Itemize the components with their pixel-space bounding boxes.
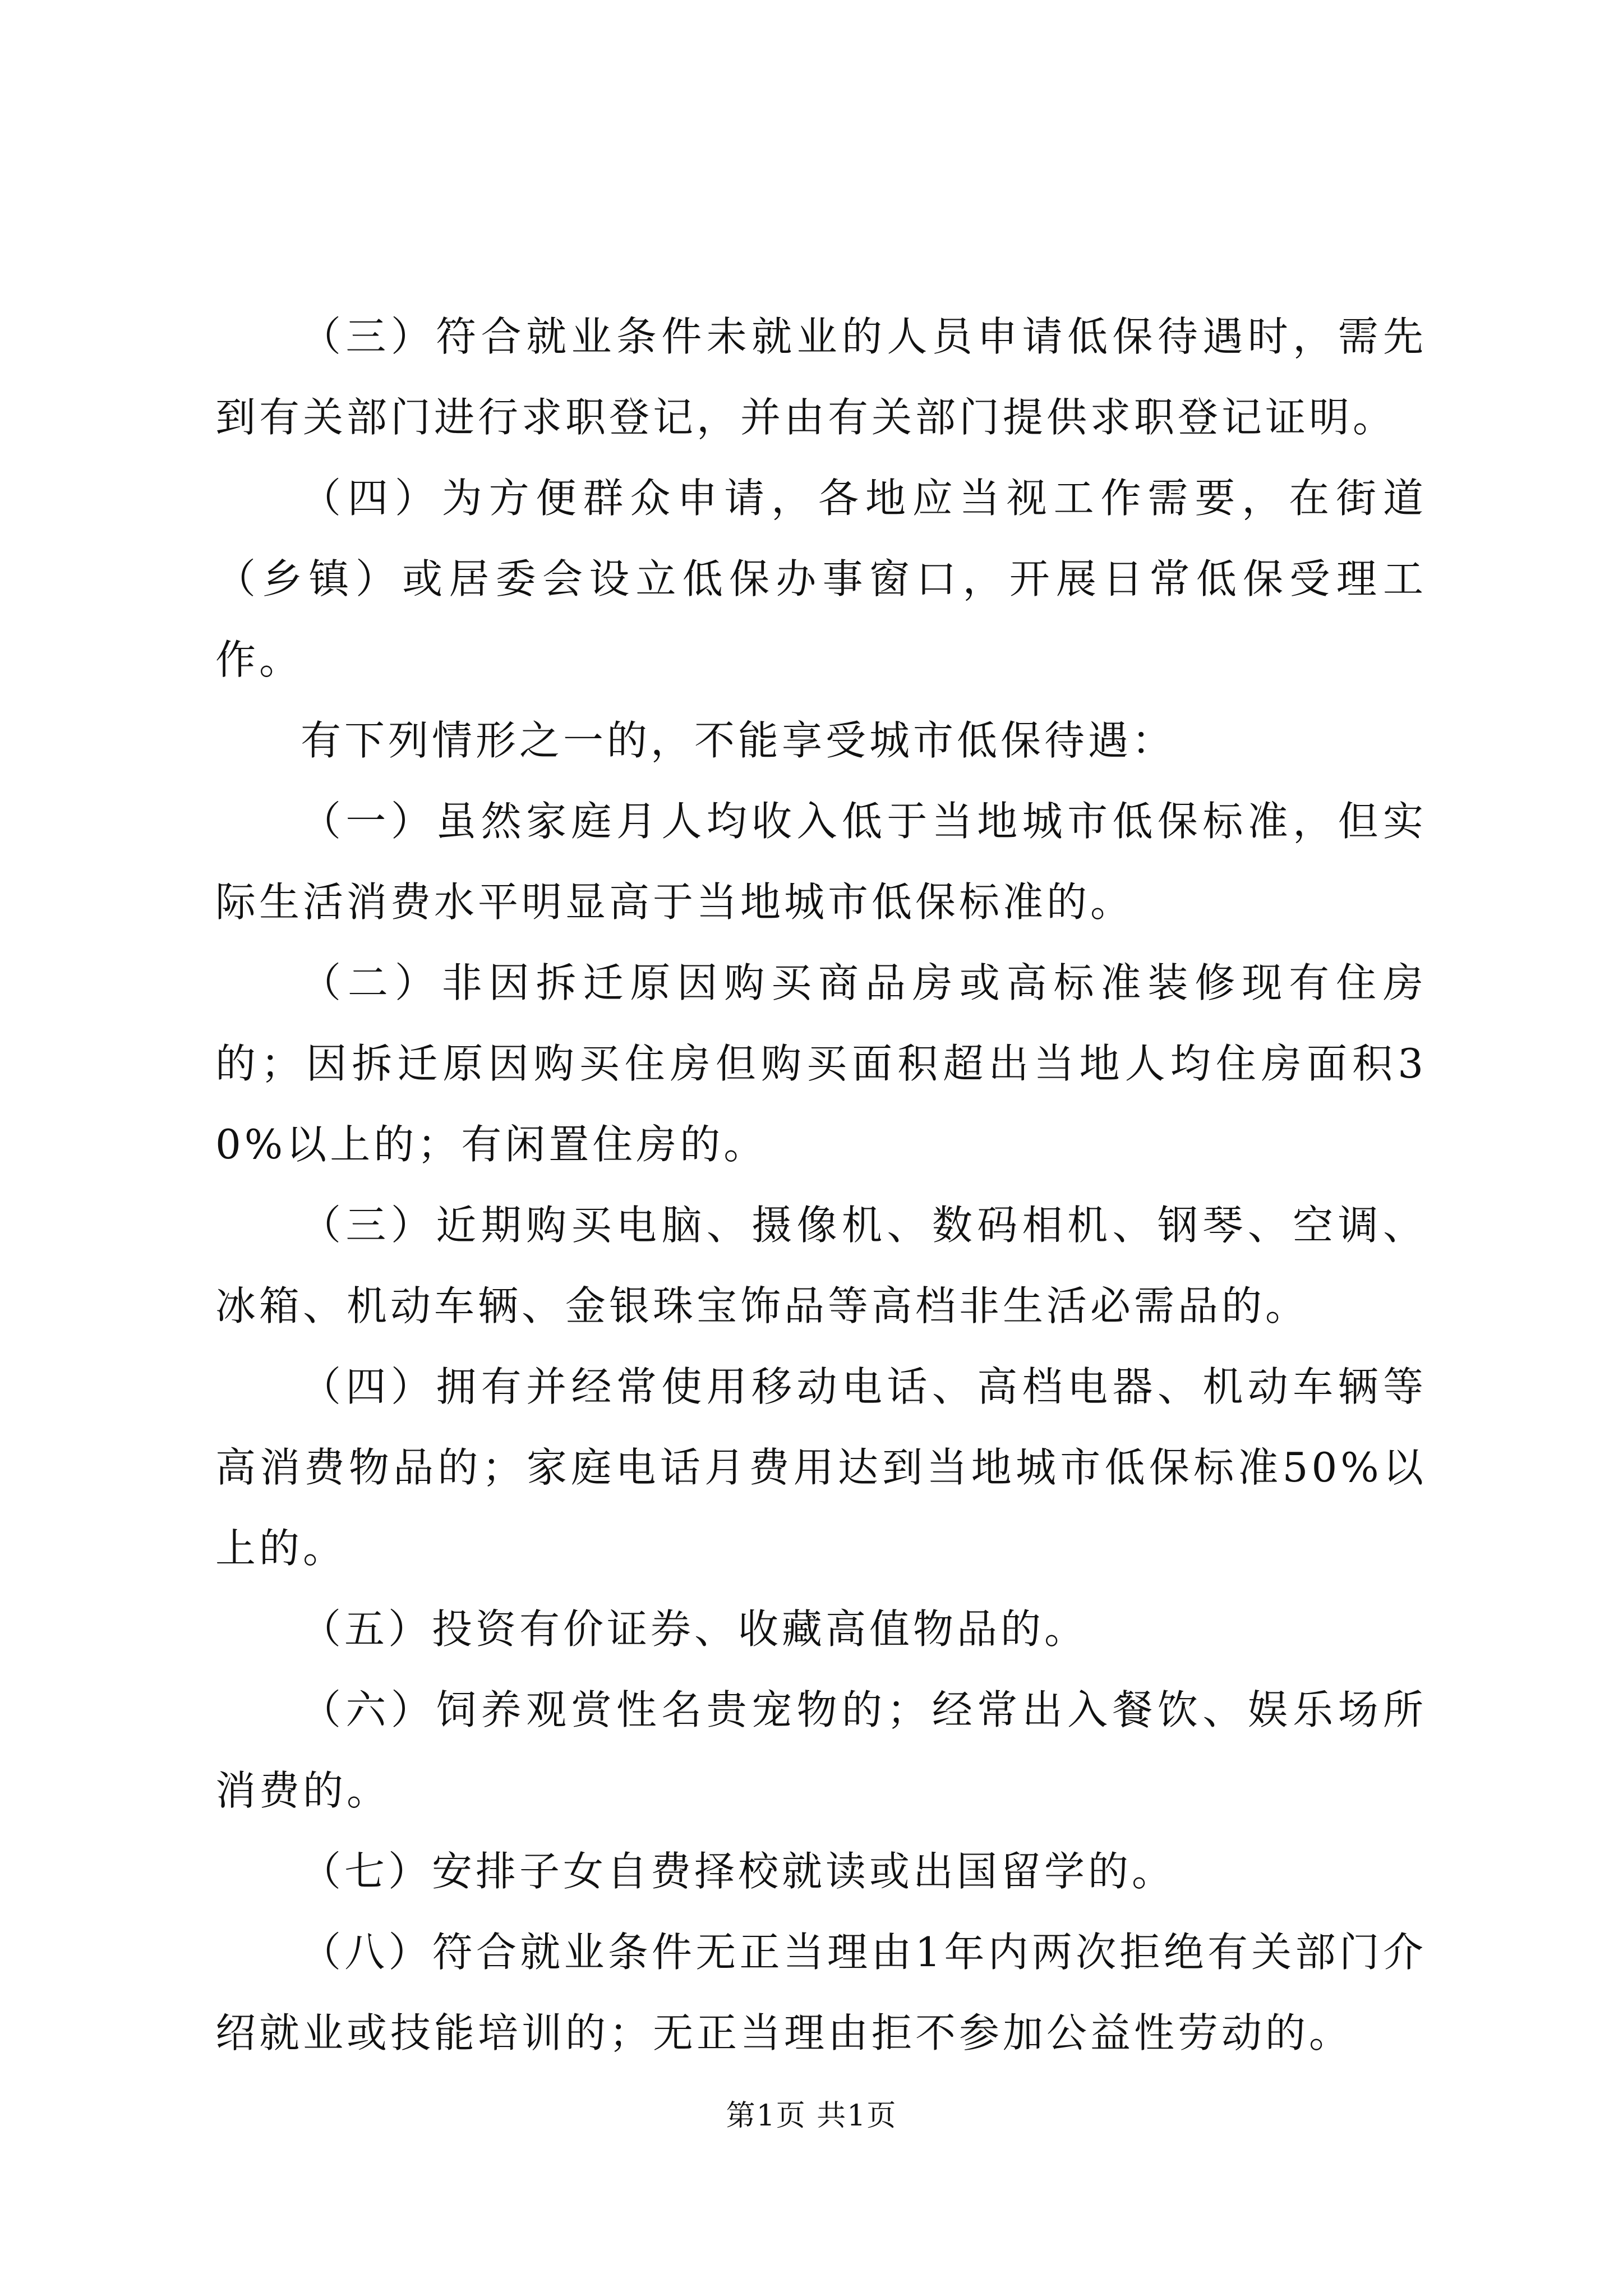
paragraph: （八）符合就业条件无正当理由1年内两次拒绝有关部门介绍就业或技能培训的；无正当理由拒不参加公益性劳动的。 xyxy=(215,1929,1427,2056)
document-body xyxy=(215,296,1427,2073)
paragraph: 有下列情形之一的，不能享受城市低保待遇： xyxy=(301,717,1176,764)
page-footer: 第1页 共1页 xyxy=(726,2099,897,2133)
paragraph: （四）为方便群众申请，各地应当视工作需要，在街道（乡镇）或居委会设立低保办事窗口，开展日常低保受理工作。 xyxy=(215,475,1427,683)
paragraph: （五）投资有价证券、收藏高值物品的。 xyxy=(301,1605,1089,1653)
paragraph: （三）近期购买电脑、摄像机、数码相机、钢琴、空调、冰箱、机动车辆、金银珠宝饰品等高档非生活必需品的。 xyxy=(215,1202,1427,1329)
paragraph: （四）拥有并经常使用移动电话、高档电器、机动车辆等高消费物品的；家庭电话月费用达到当地城市低保标准50%以上的。 xyxy=(215,1363,1427,1572)
paragraph: （一）虽然家庭月人均收入低于当地城市低保标准，但实际生活消费水平明显高于当地城市低保标准的。 xyxy=(215,798,1427,926)
paragraph: （三）符合就业条件未就业的人员申请低保待遇时，需先到有关部门进行求职登记，并由有关部门提供求职登记证明。 xyxy=(215,313,1427,441)
paragraph: （七）安排子女自费择校就读或出国留学的。 xyxy=(301,1848,1176,1895)
paragraph: （二）非因拆迁原因购买商品房或高标准装修现有住房的；因拆迁原因购买住房但购买面积超出当地人均住房面积30%以上的；有闲置住房的。 xyxy=(215,959,1427,1168)
paragraph: （六）饲养观赏性名贵宠物的；经常出入餐饮、娱乐场所消费的。 xyxy=(215,1686,1427,1814)
